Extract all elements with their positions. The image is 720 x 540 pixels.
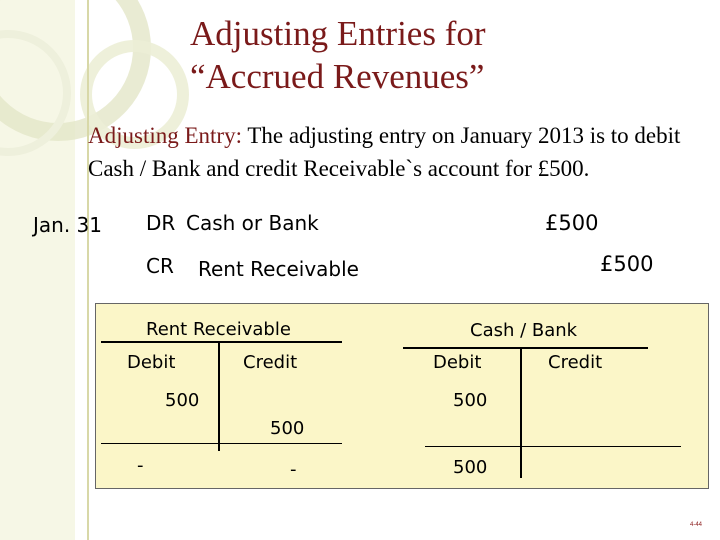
adjusting-entry-description	[88, 119, 698, 185]
t-account-title: Cash / Bank	[470, 320, 578, 341]
t-account-total-rule	[101, 443, 342, 444]
t-account-debit-header: Debit	[127, 352, 176, 373]
decorative-divider-line	[87, 0, 89, 540]
slide-title-line-2: “Accrued Revenues”	[190, 57, 485, 96]
journal-debit-account: Cash or Bank	[186, 211, 319, 235]
journal-debit-marker: DR	[146, 211, 176, 235]
journal-date: Jan. 31	[33, 213, 102, 237]
t-account-debit-balance: -	[137, 455, 144, 476]
t-account-credit-header: Credit	[548, 352, 603, 373]
journal-debit-amount: £500	[545, 211, 599, 235]
t-account-debit-entry: 500	[165, 390, 200, 411]
t-account-vertical-rule	[218, 341, 220, 451]
t-account-title: Rent Receivable	[146, 319, 291, 340]
t-account-debit-header: Debit	[433, 352, 482, 373]
t-account-horizontal-rule	[403, 347, 648, 349]
adjusting-entry-text: The adjusting entry on January 2013 is to debit Cash / Bank and credit Receivable`s account for £500.	[88, 123, 681, 181]
t-account-credit-balance: -	[290, 459, 297, 480]
page-number: 4-44	[690, 522, 703, 528]
t-account-credit-header: Credit	[243, 352, 298, 373]
t-account-debit-entry: 500	[453, 390, 488, 411]
t-account-vertical-rule	[520, 347, 522, 478]
slide-title-line-1: Adjusting Entries for	[190, 14, 486, 53]
adjusting-entry-lead: Adjusting Entry:	[88, 123, 242, 148]
t-account-horizontal-rule	[101, 341, 342, 343]
t-account-credit-entry: 500	[270, 418, 305, 439]
journal-credit-amount: £500	[600, 252, 654, 276]
journal-credit-marker: CR	[146, 254, 174, 278]
journal-credit-account: Rent Receivable	[198, 257, 359, 281]
slide-title	[190, 12, 550, 98]
t-account-total-rule	[425, 446, 681, 447]
t-account-debit-balance: 500	[453, 457, 488, 478]
